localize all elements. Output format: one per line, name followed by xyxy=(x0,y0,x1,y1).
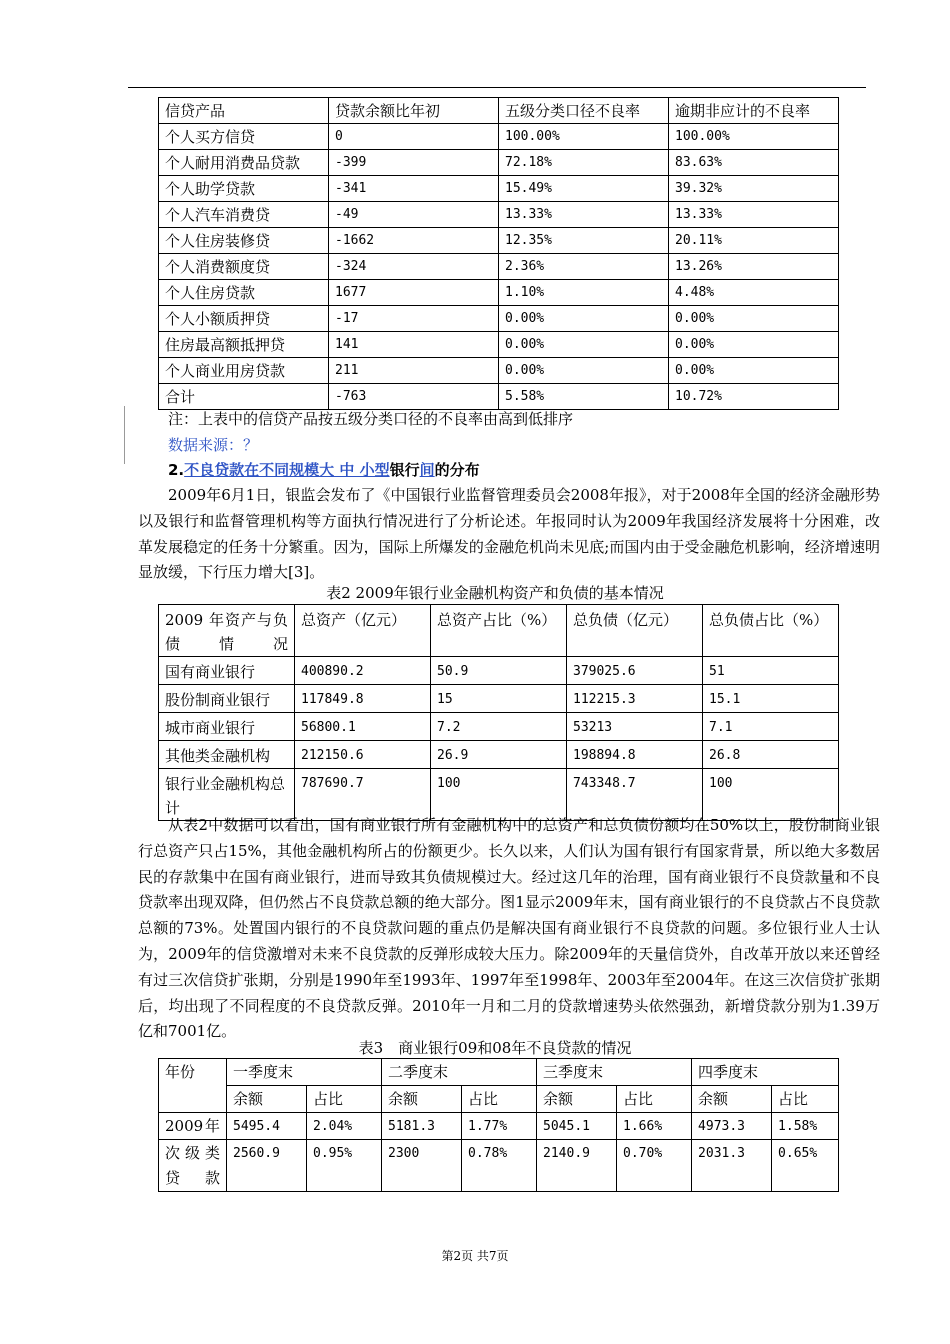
page-footer: 第2页 共7页 xyxy=(441,1249,509,1263)
heading-number: 2. xyxy=(168,461,185,479)
sub-header: 余额 xyxy=(692,1086,772,1113)
table-row xyxy=(159,280,839,306)
table-cell: 0.00% xyxy=(669,306,839,332)
table-cell: 4973.3 xyxy=(692,1113,772,1140)
table-cell: 100.00% xyxy=(669,124,839,150)
table-row xyxy=(159,384,839,410)
table-cell: 0.00% xyxy=(499,332,669,358)
heading-tail: 的分布 xyxy=(434,461,480,479)
table-cell: -341 xyxy=(329,176,499,202)
table-cell: 141 xyxy=(329,332,499,358)
table-cell: 0.00% xyxy=(499,358,669,384)
sub-header: 余额 xyxy=(382,1086,462,1113)
column-header: 总负债占比（%） xyxy=(703,605,839,657)
table-row xyxy=(159,150,839,176)
table-cell: -399 xyxy=(329,150,499,176)
row-label: 个人小额质押贷 xyxy=(159,306,329,332)
table-cell: 0.70% xyxy=(617,1140,692,1192)
column-header: 五级分类口径不良率 xyxy=(499,98,669,124)
table-cell: 15 xyxy=(431,685,567,713)
table-cell: 1.66% xyxy=(617,1113,692,1140)
row-label: 个人商业用房贷款 xyxy=(159,358,329,384)
row-label: 住房最高额抵押贷 xyxy=(159,332,329,358)
table-row xyxy=(159,1140,839,1192)
table-cell: 2140.9 xyxy=(537,1140,617,1192)
table-cell: 2.36% xyxy=(499,254,669,280)
table-cell: -17 xyxy=(329,306,499,332)
table-note: 注：上表中的信贷产品按五级分类口径的不良率由高到低排序 xyxy=(168,410,574,428)
table-cell: 0.00% xyxy=(669,358,839,384)
table-cell: 2560.9 xyxy=(227,1140,307,1192)
row-label: 个人买方信贷 xyxy=(159,124,329,150)
table-row xyxy=(159,741,839,769)
table-cell: 400890.2 xyxy=(295,657,431,685)
table-cell: 2031.3 xyxy=(692,1140,772,1192)
table-cell: 1.77% xyxy=(462,1113,537,1140)
table-cell: 50.9 xyxy=(431,657,567,685)
column-header: 信贷产品 xyxy=(159,98,329,124)
table-cell: 787690.7 xyxy=(295,769,431,821)
table-cell: 212150.6 xyxy=(295,741,431,769)
quarter-header: 二季度末 xyxy=(382,1059,537,1086)
table-cell: 100 xyxy=(431,769,567,821)
table-cell: -324 xyxy=(329,254,499,280)
heading-link-2[interactable]: 间 xyxy=(419,461,435,479)
table-cell: 0 xyxy=(329,124,499,150)
row-label: 个人助学贷款 xyxy=(159,176,329,202)
row-label: 股份制商业银行 xyxy=(159,685,295,713)
table-cell: 100.00% xyxy=(499,124,669,150)
row-label: 个人住房装修贷 xyxy=(159,228,329,254)
table-row xyxy=(159,228,839,254)
table-header-row xyxy=(159,1059,839,1086)
table-cell: 7.1 xyxy=(703,713,839,741)
table-cell: 0.00% xyxy=(499,306,669,332)
column-header: 贷款余额比年初 xyxy=(329,98,499,124)
column-header: 总负债（亿元） xyxy=(567,605,703,657)
column-header: 年份 xyxy=(159,1059,227,1113)
table-row xyxy=(159,685,839,713)
table-cell: 0.00% xyxy=(669,332,839,358)
table-cell: 15.49% xyxy=(499,176,669,202)
table-cell: 1.10% xyxy=(499,280,669,306)
table-row xyxy=(159,358,839,384)
bank-assets-table xyxy=(158,604,839,821)
table-cell: 0.95% xyxy=(307,1140,382,1192)
table-row xyxy=(159,1113,839,1140)
sub-header: 占比 xyxy=(307,1086,382,1113)
table-row xyxy=(159,306,839,332)
table2-caption: 表2 2009年银行业金融机构资产和负债的基本情况 xyxy=(326,584,664,602)
table-cell: 53213 xyxy=(567,713,703,741)
table-row xyxy=(159,713,839,741)
table-row xyxy=(159,332,839,358)
heading-mid: 银行 xyxy=(389,461,420,479)
table-cell: 26.8 xyxy=(703,741,839,769)
margin-mark xyxy=(124,406,125,464)
table-cell: 5045.1 xyxy=(537,1113,617,1140)
table-cell: 26.9 xyxy=(431,741,567,769)
table-cell: 211 xyxy=(329,358,499,384)
row-label: 银行业金融机构总计 xyxy=(159,769,295,821)
table-cell: 51 xyxy=(703,657,839,685)
column-header: 2009 年资产与负债情况 xyxy=(159,605,295,657)
table-cell: 13.33% xyxy=(669,202,839,228)
table-cell: 198894.8 xyxy=(567,741,703,769)
table-cell: 2.04% xyxy=(307,1113,382,1140)
table-cell: 83.63% xyxy=(669,150,839,176)
table-row xyxy=(159,657,839,685)
table-cell: 112215.3 xyxy=(567,685,703,713)
row-label: 次级类贷款 xyxy=(159,1140,227,1192)
table-cell: 5495.4 xyxy=(227,1113,307,1140)
nonperforming-loans-table xyxy=(158,1058,839,1192)
sub-header: 占比 xyxy=(462,1086,537,1113)
table-cell: 13.26% xyxy=(669,254,839,280)
table-cell: 20.11% xyxy=(669,228,839,254)
table-cell: 5.58% xyxy=(499,384,669,410)
table-cell: -1662 xyxy=(329,228,499,254)
paragraph-2: 从表2中数据可以看出，国有商业银行所有金融机构中的总资产和总负债份额均在50%以上，股份制商业银行总资产只占15%，其他金融机构所占的份额更少。长久以来，人们认为国有银行有国家背景，所以绝大多数居民的存款集中在国有商业银行，进而导致其负债规模过大。经过这几年的治理，国有商业银行不良贷款量和不良贷款率出现双降，但仍然占不良贷款总额的绝大部分。图1显示2009年末，国有商业银行的不良贷款占不良贷款总额的73%。处置国内银行的不良贷款问题的重点仍是解决国有商业银行不良贷款的问题。多位银行业人士认为，2009年的信贷激增对未来不良贷款的反弹形成较大压力。除2009年的天量信贷外，自改革开放以来还曾经有过三次信贷扩张期，分别是1990年至1993年、1997年至1998年、2003年至2004年。在这三次信贷扩张期后，均出现了不同程度的不良贷款反弹。2010年一月和二月的贷款增速势头依然强劲，新增贷款分别为1.39万亿和7001亿。 xyxy=(138,816,880,1041)
row-label: 国有商业银行 xyxy=(159,657,295,685)
table-header-row xyxy=(159,98,839,124)
quarter-header: 四季度末 xyxy=(692,1059,839,1086)
table-cell: -49 xyxy=(329,202,499,228)
table3-caption: 表3 商业银行09和08年不良贷款的情况 xyxy=(358,1039,632,1057)
row-label: 2009年 xyxy=(159,1113,227,1140)
table-cell: 1.58% xyxy=(772,1113,839,1140)
sub-header: 余额 xyxy=(537,1086,617,1113)
table-cell: 743348.7 xyxy=(567,769,703,821)
table-cell: 1677 xyxy=(329,280,499,306)
row-label: 个人消费额度贷 xyxy=(159,254,329,280)
table-cell: 7.2 xyxy=(431,713,567,741)
quarter-header: 一季度末 xyxy=(227,1059,382,1086)
table-row xyxy=(159,124,839,150)
row-label: 个人住房贷款 xyxy=(159,280,329,306)
table-cell: 379025.6 xyxy=(567,657,703,685)
table-row xyxy=(159,176,839,202)
row-label: 个人汽车消费贷 xyxy=(159,202,329,228)
table-cell: 72.18% xyxy=(499,150,669,176)
table-cell: 100 xyxy=(703,769,839,821)
column-header: 逾期非应计的不良率 xyxy=(669,98,839,124)
sub-header: 占比 xyxy=(617,1086,692,1113)
row-label: 其他类金融机构 xyxy=(159,741,295,769)
data-source-link[interactable]: 数据来源：？ xyxy=(168,436,259,454)
table-header-row xyxy=(159,605,839,657)
column-header: 总资产（亿元） xyxy=(295,605,431,657)
paragraph-1: 2009年6月1日，银监会发布了《中国银行业监督管理委员会2008年报》，对于2008年全国的经济金融形势以及银行和监督管理机构等方面执行情况进行了分析论述。年报同时认为2009年我国经济发展将十分困难，改革发展稳定的任务十分繁重。因为，国际上所爆发的金融危机尚未见底;而国内由于受金融危机影响，经济增速明显放缓，下行压力增大[3]。 xyxy=(138,486,880,582)
table-cell: -763 xyxy=(329,384,499,410)
sub-header: 余额 xyxy=(227,1086,307,1113)
section-heading xyxy=(168,459,480,480)
table-row xyxy=(159,202,839,228)
table-cell: 10.72% xyxy=(669,384,839,410)
table-cell: 15.1 xyxy=(703,685,839,713)
table-row xyxy=(159,254,839,280)
table-cell: 13.33% xyxy=(499,202,669,228)
row-label: 城市商业银行 xyxy=(159,713,295,741)
table-cell: 117849.8 xyxy=(295,685,431,713)
column-header: 总资产占比（%） xyxy=(431,605,567,657)
table-cell: 56800.1 xyxy=(295,713,431,741)
quarter-header: 三季度末 xyxy=(537,1059,692,1086)
credit-products-table xyxy=(158,97,839,410)
table-cell: 12.35% xyxy=(499,228,669,254)
table-cell: 0.65% xyxy=(772,1140,839,1192)
row-label: 合计 xyxy=(159,384,329,410)
table-cell: 2300 xyxy=(382,1140,462,1192)
sub-header: 占比 xyxy=(772,1086,839,1113)
header-rule xyxy=(128,87,866,88)
row-label: 个人耐用消费品贷款 xyxy=(159,150,329,176)
heading-link[interactable]: 不良贷款在不同规模大 中 小型 xyxy=(184,461,390,479)
table-cell: 0.78% xyxy=(462,1140,537,1192)
table-cell: 39.32% xyxy=(669,176,839,202)
table-cell: 5181.3 xyxy=(382,1113,462,1140)
table-cell: 4.48% xyxy=(669,280,839,306)
table-subheader-row xyxy=(159,1086,839,1113)
